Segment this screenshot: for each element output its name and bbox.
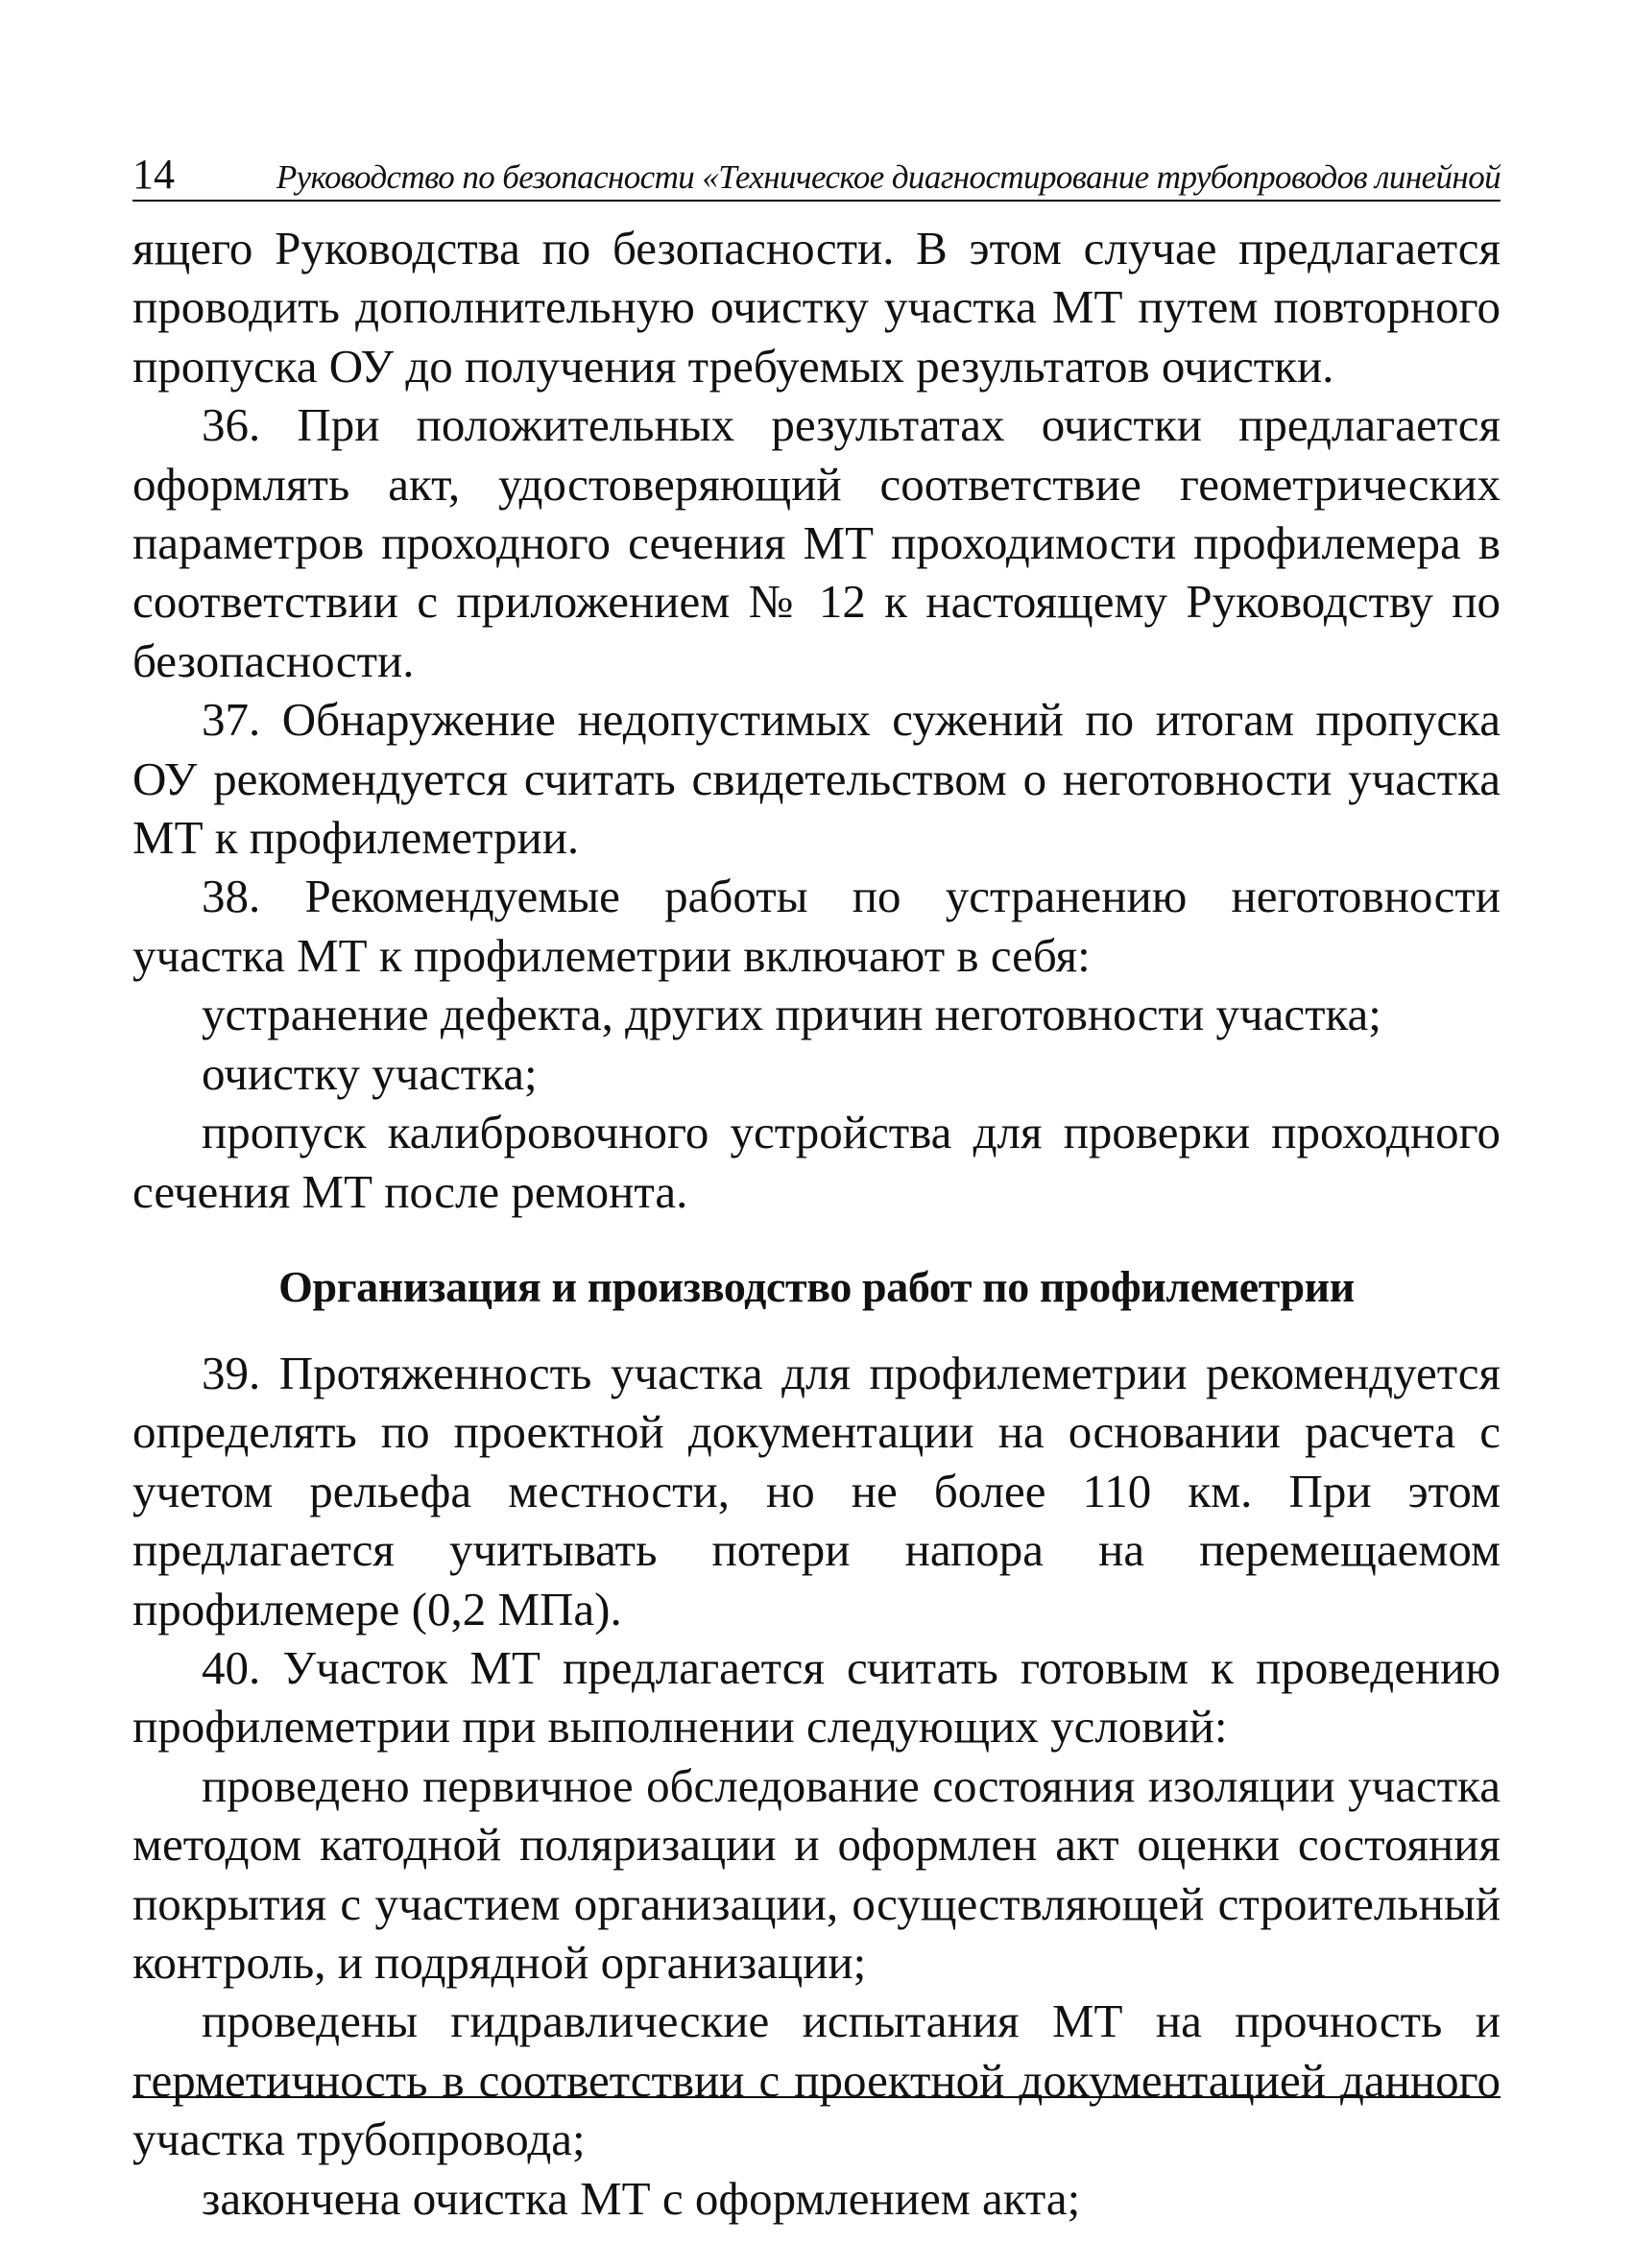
footer-rule — [132, 2096, 1501, 2098]
section-heading: Организация и производство работ по профилеметрии — [278, 1261, 1355, 1311]
list-item-hydraulic-tests: проведены гидравлические испытания МТ на прочность и герметичность в соответствии с проектной документацией данного участка трубопровода; — [132, 1994, 1501, 2166]
paragraph-item-37: 37. Обнаружение недопустимых сужений по итогам пропуска ОУ рекомендуется считать свидетельством о неготовности участка МТ к профилеметрии. — [132, 693, 1501, 865]
list-item-gauge-run: пропуск калибровочного устройства для проверки проходного сечения МТ после ремонта. — [132, 1106, 1501, 1218]
paragraph-continuation: ящего Руководства по безопасности. В этом случае предлагается проводить дополнительную очистку участка МТ путем повторного пропуска ОУ до получения требуемых результатов очистки. — [132, 222, 1501, 393]
list-item-cleaning: очистку участка; — [202, 1046, 538, 1100]
paragraph-item-40: 40. Участок МТ предлагается считать готовым к проведению профилеметрии при выполнении следующих условий: — [132, 1640, 1501, 1754]
list-item-cleaning-completed: закончена очистка МТ с оформлением акта; — [202, 2171, 1081, 2225]
document-page — [132, 144, 1501, 2228]
paragraph-item-38: 38. Рекомендуемые работы по устранению неготовности участка МТ к профилеметрии включают в себя: — [132, 870, 1501, 982]
page-number: 14 — [132, 151, 175, 198]
list-item-defect-elimination: устранение дефекта, других причин неготовности участка; — [202, 988, 1381, 1041]
paragraph-item-39: 39. Протяженность участка для профилеметрии рекомендуется определять по проектной документации на основании расчета с учетом рельефа местности, но не более 110 км. При этом предлагается учитывать потери напора на перемещаемом профилемере (0,2 МПа). — [132, 1346, 1501, 1635]
paragraph-item-36: 36. При положительных результатах очистки предлагается оформлять акт, удостоверяющий соответствие геометрических параметров проходного сечения МТ проходимости профилемера в соответствии с приложением № 12 к настоящему Руководству по безопасности. — [132, 398, 1501, 687]
page-header — [132, 144, 1501, 202]
running-title: Руководство по безопасности «Техническое диагностирование трубопроводов линейной — [276, 158, 1501, 196]
list-item-insulation-survey: проведено первичное обследование состояния изоляции участка методом катодной поляризации и оформлен акт оценки состояния покрытия с участием организации, осуществляющей строительный контроль, и подрядной организации; — [132, 1758, 1501, 1989]
page-body — [132, 219, 1501, 2228]
